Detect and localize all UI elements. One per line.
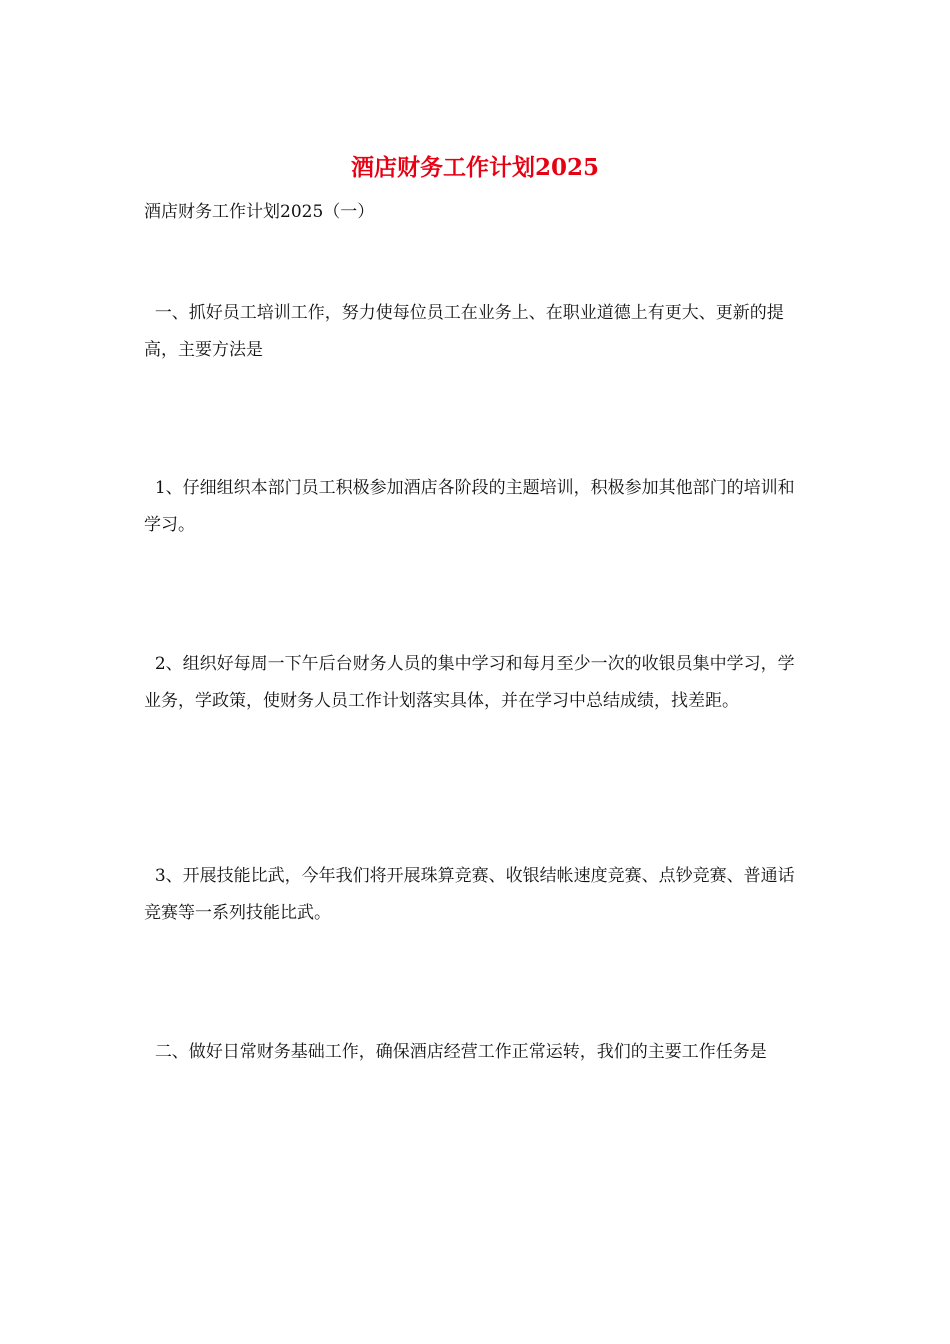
paragraph-section-one: 一、抓好员工培训工作，努力使每位员工在业务上、在职业道德上有更大、更新的提高，主要方法是 <box>144 303 784 360</box>
paragraph-item-3: 3、开展技能比武，今年我们将开展珠算竞赛、收银结帐速度竞赛、点钞竞赛、普通话竞赛等一系列技能比武。 <box>144 866 795 923</box>
paragraph-item-2: 2、组织好每周一下午后台财务人员的集中学习和每月至少一次的收银员集中学习，学业务，学政策，使财务人员工作计划落实具体，并在学习中总结成绩，找差距。 <box>144 654 795 711</box>
paragraph-item-1: 1、仔细组织本部门员工积极参加酒店各阶段的主题培训，积极参加其他部门的培训和学习。 <box>144 478 795 535</box>
document-title: 酒店财务工作计划2025 <box>350 154 599 181</box>
paragraph-section-two: 二、做好日常财务基础工作，确保酒店经营工作正常运转，我们的主要工作任务是 <box>144 1042 767 1062</box>
document-subtitle: 酒店财务工作计划2025（一） <box>144 202 375 222</box>
